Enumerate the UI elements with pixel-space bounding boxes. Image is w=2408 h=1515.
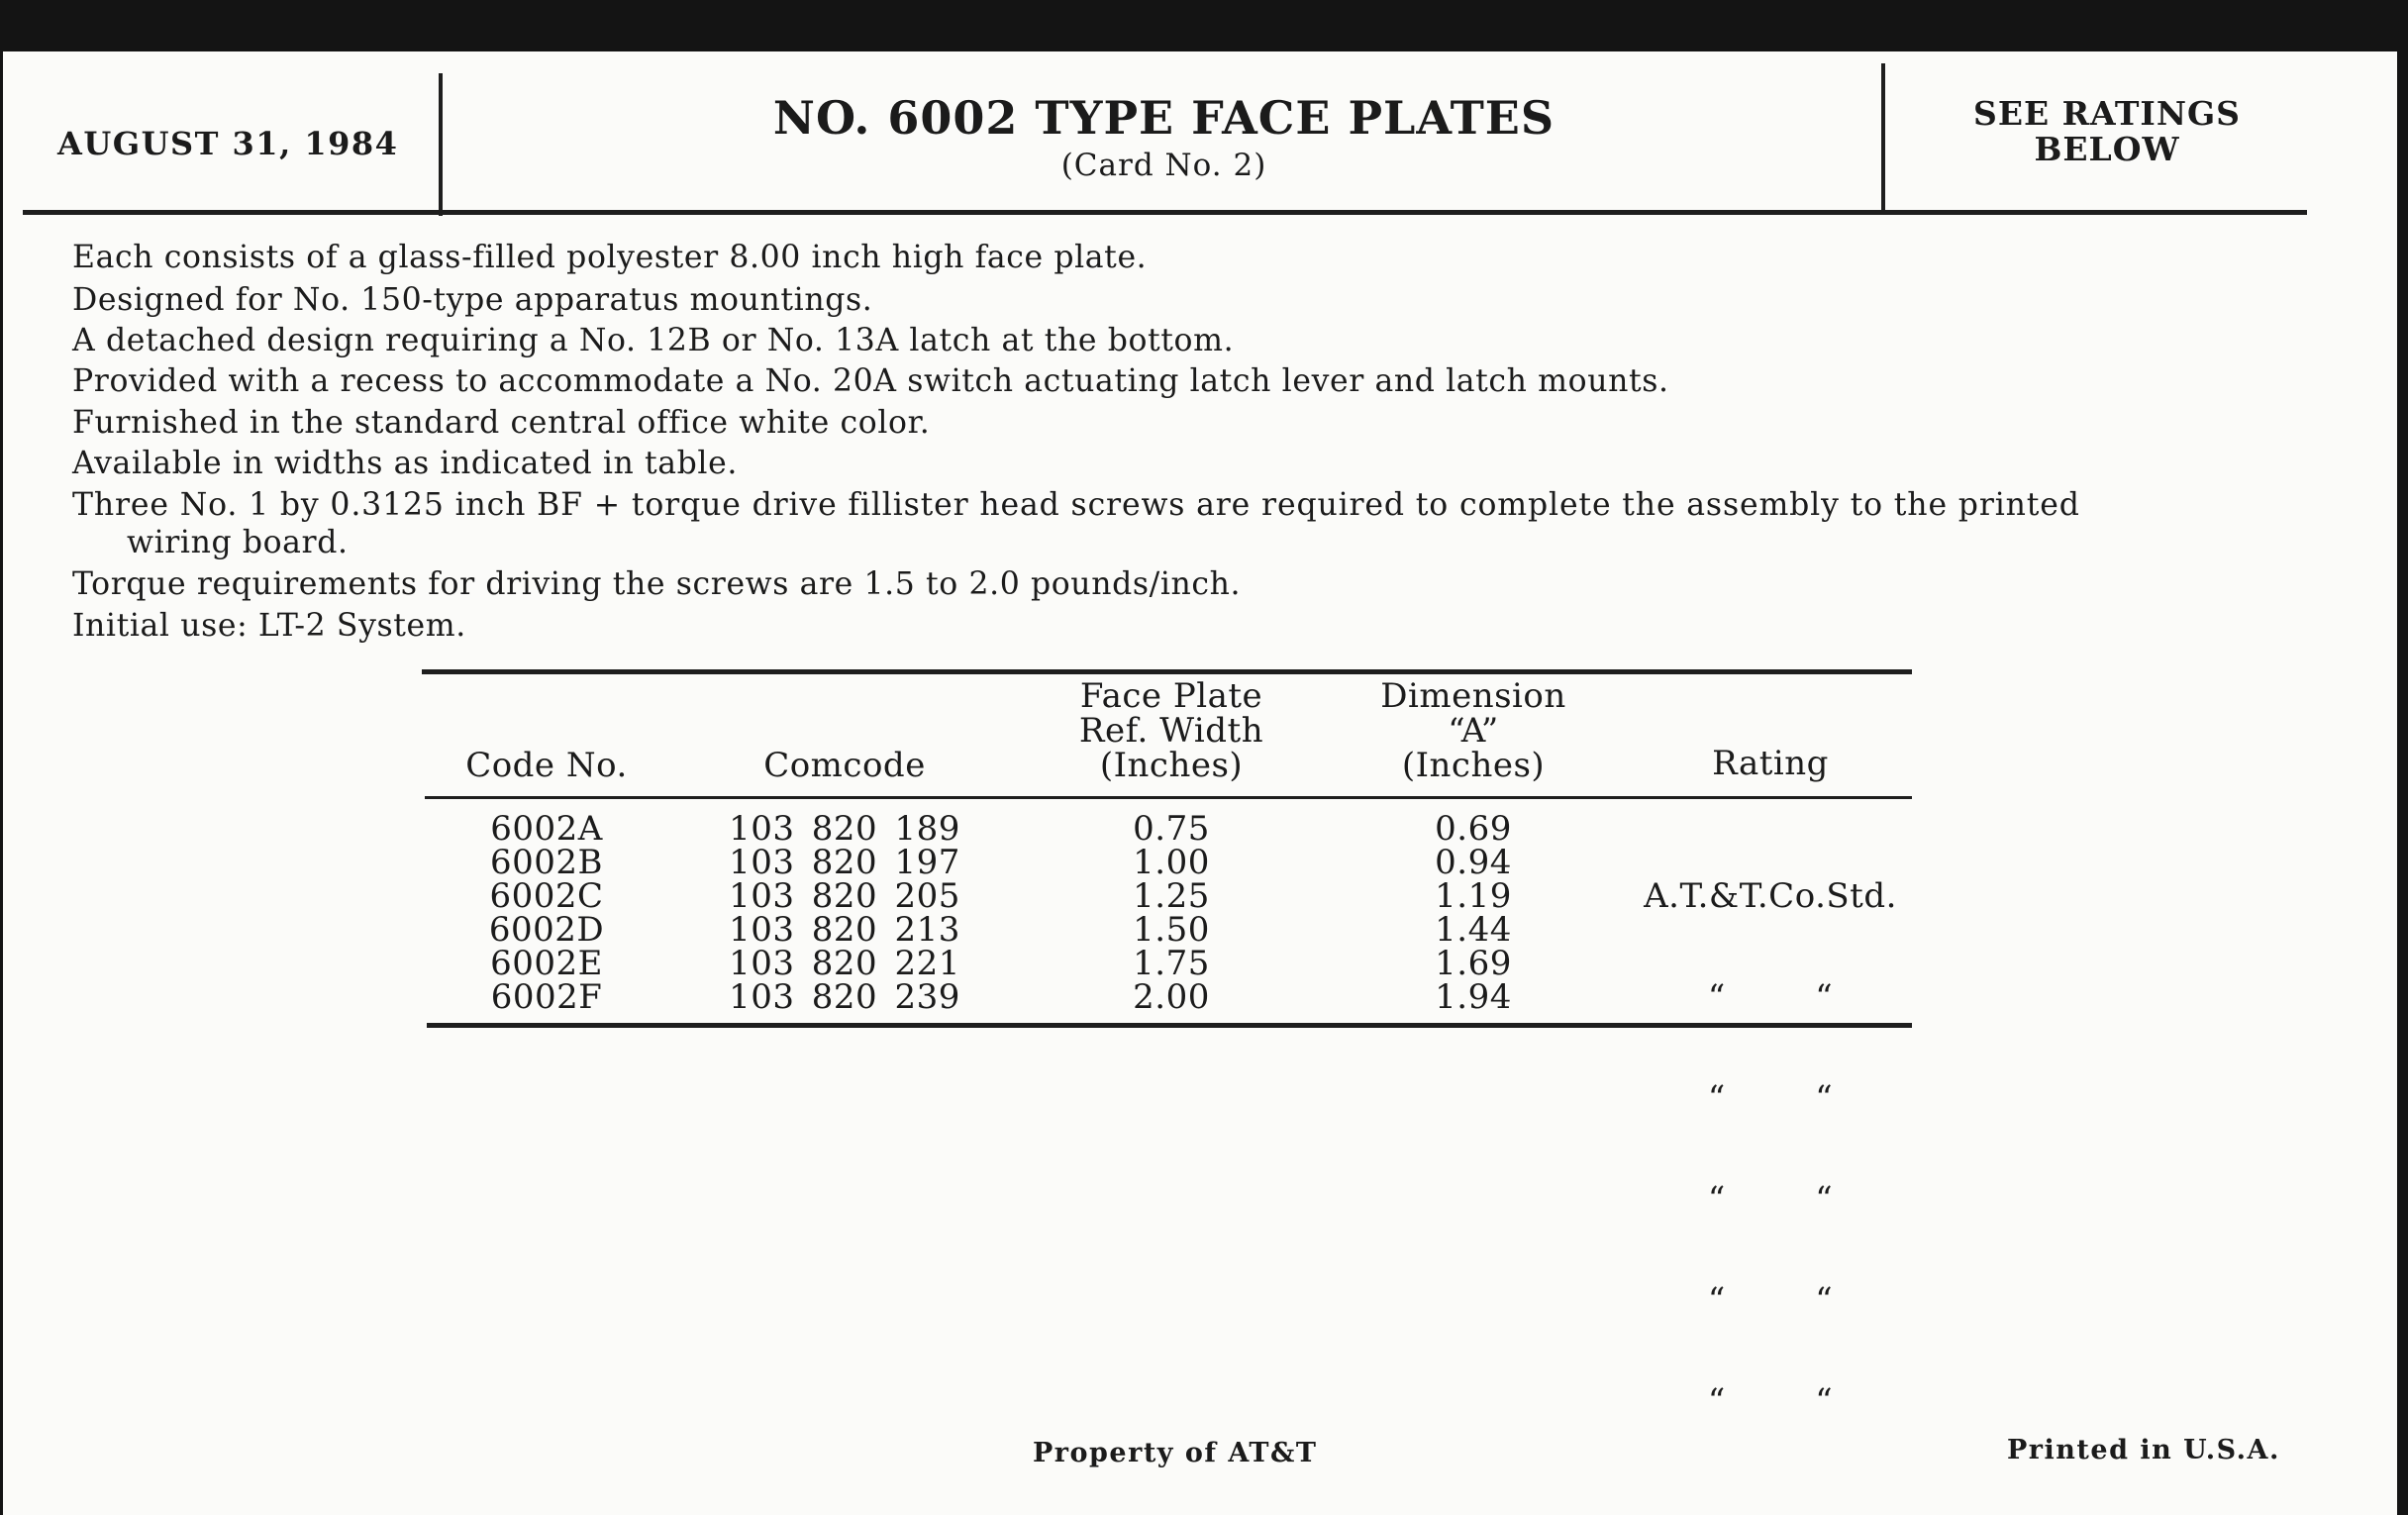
table-row-cell: 103 820 197	[729, 843, 960, 882]
table-row-cell: 103 820 213	[729, 910, 960, 950]
table-row-cell: 103 820 221	[729, 944, 960, 983]
column-code	[422, 809, 671, 1017]
table-top-rule	[422, 669, 1912, 674]
description-line-1: Each consists of a glass-filled polyester 8.00 inch high face plate.	[72, 240, 1148, 275]
description-line-5: Furnished in the standard central office white color.	[72, 405, 931, 441]
card-title: NO. 6002 TYPE FACE PLATES	[772, 91, 1555, 145]
table-row-cell: 2.00	[1133, 977, 1210, 1017]
table-row-cell: 1.44	[1435, 910, 1512, 950]
description-line-4: Provided with a recess to accommodate a No. 20A switch actuating latch lever and latch mounts.	[72, 363, 1669, 399]
table-row-cell: 6002D	[488, 910, 605, 950]
table-row-cell: A.T.&T.Co.Std.	[1644, 876, 1897, 916]
table-row-cell: “ “	[1707, 1179, 1834, 1219]
card-date: AUGUST 31, 1984	[57, 125, 399, 162]
description-line-2: Designed for No. 150-type apparatus mountings.	[72, 282, 873, 318]
table-row-cell: 1.75	[1133, 944, 1210, 983]
column-dimension	[1330, 809, 1617, 1017]
header-bottom-rule	[23, 210, 2307, 215]
description-line-8: Torque requirements for driving the screws are 1.5 to 2.0 pounds/inch.	[72, 566, 1242, 602]
column-header-width	[1043, 676, 1300, 785]
table-row-cell: 103 820 205	[729, 876, 960, 916]
table-row-cell: “ “	[1707, 1280, 1834, 1320]
column-header-rating: Rating	[1712, 744, 1829, 783]
table-row-cell: 1.00	[1133, 843, 1210, 882]
table-row-cell: 6002B	[489, 843, 603, 882]
ratings-note	[1886, 96, 2328, 167]
footer-property: Property of AT&T	[1033, 1438, 1318, 1468]
column-header-dimension-line3: (Inches)	[1401, 746, 1546, 785]
table-row-cell: 0.94	[1435, 843, 1512, 882]
catalog-card	[3, 51, 2397, 1515]
table-row-cell: 1.25	[1133, 876, 1210, 916]
column-header-width-line3: (Inches)	[1099, 746, 1244, 785]
table-row-cell: 6002A	[490, 809, 603, 849]
footer-printed: Printed in U.S.A.	[2007, 1435, 2280, 1465]
table-row-cell: 1.19	[1435, 876, 1512, 916]
description-line-7: Three No. 1 by 0.3125 inch BF + torque drive fillister head screws are required to complete the assembly to the printed	[72, 487, 2080, 523]
column-comcode	[696, 809, 993, 1017]
description-line-7-continued: wiring board.	[127, 525, 349, 560]
table-row-cell: 6002E	[490, 944, 603, 983]
column-header-dimension-line1: Dimension	[1380, 676, 1566, 716]
table-row-cell: 103 820 239	[729, 977, 960, 1017]
table-bottom-rule	[427, 1023, 1912, 1028]
column-header-width-line2: Ref. Width	[1078, 711, 1264, 751]
description-line-9: Initial use: LT-2 System.	[72, 608, 466, 644]
table-row-cell: “ “	[1707, 1078, 1834, 1118]
table-row-cell: “ “	[1707, 1381, 1834, 1421]
table-row-cell: 1.50	[1133, 910, 1210, 950]
table-row-cell: 1.69	[1435, 944, 1512, 983]
description-line-3: A detached design requiring a No. 12B or No. 13A latch at the bottom.	[72, 323, 1235, 358]
table-row-cell: 103 820 189	[729, 809, 960, 849]
table-row-cell: 0.75	[1133, 809, 1210, 849]
header-divider-left	[439, 73, 443, 216]
ratings-note-line1: SEE RATINGS	[1972, 94, 2242, 133]
table-row-cell: 6002C	[489, 876, 604, 916]
card-subtitle: (Card No. 2)	[1060, 148, 1267, 183]
column-header-comcode: Comcode	[763, 746, 926, 785]
column-width	[1043, 809, 1300, 1017]
table-row-cell: “ “	[1707, 977, 1834, 1017]
header-divider-right	[1881, 63, 1885, 212]
table-row-cell: 6002F	[490, 977, 603, 1017]
table-row-cell: 1.94	[1435, 977, 1512, 1017]
description-line-6: Available in widths as indicated in table.	[72, 446, 738, 481]
column-header-code: Code No.	[465, 746, 628, 785]
ratings-note-line2: BELOW	[2034, 130, 2180, 168]
column-header-dimension	[1330, 676, 1617, 785]
column-header-dimension-line2: “A”	[1448, 711, 1499, 751]
column-rating	[1627, 812, 1914, 1485]
column-header-width-line1: Face Plate	[1079, 676, 1263, 716]
table-header-rule	[425, 796, 1912, 799]
table-row-cell: 0.69	[1435, 809, 1512, 849]
